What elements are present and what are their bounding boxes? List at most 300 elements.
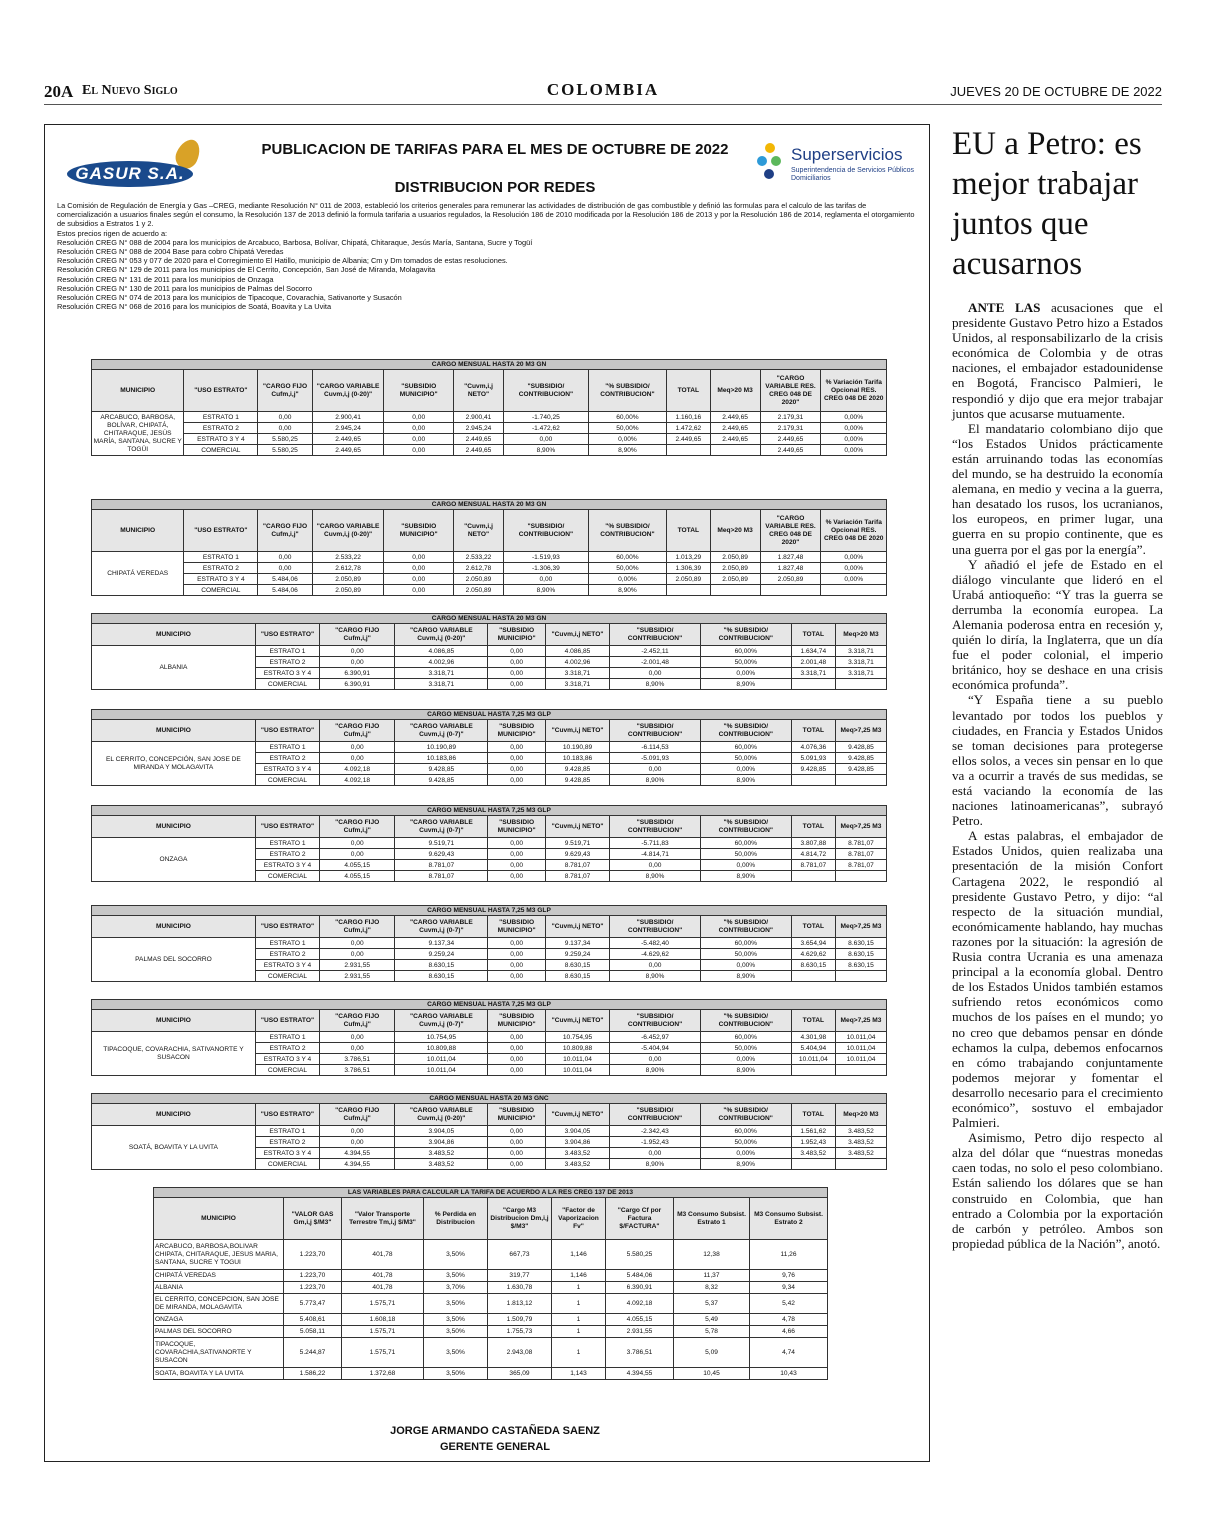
table-cell: ESTRATO 2 [255, 949, 319, 960]
table-cell: ESTRATO 2 [255, 657, 319, 668]
table-cell: 4.076,36 [791, 742, 835, 753]
table-cell: 1.634,74 [791, 646, 835, 657]
table-cell: 4,66 [750, 1326, 828, 1338]
table-cell: 5.484,06 [258, 574, 312, 585]
table-cell: 0,00 [488, 646, 546, 657]
column-header: "CARGO FIJO Cufm,i,j" [258, 370, 312, 412]
column-header: "SUBSIDIO MUNICIPIO" [488, 1010, 546, 1032]
table-cell: 60,00% [588, 552, 666, 563]
table-cell: 3,50% [424, 1326, 488, 1338]
table-cell: 0,00 [488, 1126, 546, 1137]
table-cell: 4,74 [750, 1338, 828, 1368]
table-cell: 2.612,78 [454, 563, 504, 574]
table-cell: 0,00 [488, 1065, 546, 1076]
intro-line: Resolución CREG N° 088 de 2004 para los municipios de Arcabuco, Barbosa, Bolívar, Chipatá, Chitaraque, Jesús María, Santana, Sucre y Togüí [57, 237, 533, 247]
table-row [92, 434, 887, 445]
column-header: "SUBSIDIO MUNICIPIO" [384, 510, 454, 552]
table-cell: 0,00 [320, 646, 395, 657]
municipio-cell: ALBANIA [92, 646, 256, 690]
table-cell [667, 585, 710, 596]
table-cell: 50,00% [700, 657, 791, 668]
table-cell: 0,00 [258, 412, 312, 423]
column-header: "CARGO FIJO Cufm,i,j" [320, 916, 395, 938]
table-cell: -5.482,40 [610, 938, 701, 949]
table-cell: 6.390,91 [320, 679, 395, 690]
table-cell: 10.011,04 [395, 1065, 488, 1076]
table-cell: 8.781,07 [545, 860, 609, 871]
tariff-advertisement [44, 124, 930, 1462]
table-cell: 0,00% [821, 563, 887, 574]
municipio-cell: EL CERRITO, CONCEPCIÓN, SAN JOSE DE MIRANDA Y MOLAGAVITA [92, 742, 256, 786]
column-header: M3 Consumo Subsist. Estrato 2 [750, 1198, 828, 1240]
column-header: "CARGO FIJO Cufm,i,j" [320, 624, 395, 646]
table-cell: 10.754,95 [395, 1032, 488, 1043]
table-cell: 1.827,48 [760, 552, 821, 563]
table-cell: ESTRATO 3 Y 4 [184, 574, 258, 585]
column-header: "Cuvm,i,j NETO" [545, 1010, 609, 1032]
table-cell: 0,00 [384, 434, 454, 445]
table-cell: 0,00 [488, 775, 546, 786]
table-row [154, 1338, 828, 1368]
table-cell: ESTRATO 2 [255, 849, 319, 860]
table-cell: 10.011,04 [835, 1054, 886, 1065]
table-cell: 3,50% [424, 1270, 488, 1282]
table-cell: 3.654,94 [791, 938, 835, 949]
column-header: "CARGO VARIABLE Cuvm,i,j (0-7)" [395, 816, 488, 838]
article-lead: ANTE LAS [968, 300, 1041, 315]
table-caption: CARGO MENSUAL HASTA 7,25 M3 GLP [92, 806, 887, 816]
column-header: MUNICIPIO [154, 1198, 284, 1240]
ad-intro-text [57, 201, 921, 311]
superservicios-name: Superservicios [791, 145, 903, 164]
table-cell: 2.449,65 [454, 434, 504, 445]
table-cell: ESTRATO 1 [255, 742, 319, 753]
municipio-cell: TIPACOQUE, COVARACHIA,SATIVANORTE Y SUSACON [154, 1338, 284, 1368]
ad-subtitle: DISTRIBUCION POR REDES [394, 179, 596, 196]
table-cell: 0,00 [610, 1054, 701, 1065]
table-cell [835, 679, 886, 690]
column-header: "USO ESTRATO" [184, 510, 258, 552]
table-cell [710, 585, 760, 596]
municipio-cell: SOATÁ, BOAVITA Y LA UVITA [92, 1126, 256, 1170]
column-header: MUNICIPIO [92, 510, 184, 552]
table-cell: 1.372,68 [342, 1368, 424, 1380]
table-cell: 1,146 [552, 1240, 606, 1270]
column-header: TOTAL [791, 1104, 835, 1126]
table-cell: 0,00% [821, 434, 887, 445]
table-cell: 0,00 [488, 764, 546, 775]
table-cell: 2.001,48 [791, 657, 835, 668]
column-header: "USO ESTRATO" [184, 370, 258, 412]
table-row [92, 938, 887, 949]
column-header: "Cuvm,i,j NETO" [545, 816, 609, 838]
table-row [92, 445, 887, 456]
table-cell: COMERCIAL [255, 1159, 319, 1170]
column-header: "SUBSIDIO/ CONTRIBUCION" [610, 1010, 701, 1032]
table-cell: 3.483,52 [395, 1148, 488, 1159]
table-cell: 5.058,11 [284, 1326, 342, 1338]
column-header: "Cargo M3 Distribucion Dm,i,j $/M3" [488, 1198, 552, 1240]
table-cell: 8.630,15 [395, 960, 488, 971]
table-cell: 2.612,78 [312, 563, 384, 574]
table-cell: ESTRATO 1 [255, 938, 319, 949]
table-cell: 0,00 [488, 1137, 546, 1148]
column-header: TOTAL [667, 510, 710, 552]
table-cell: 10.011,04 [545, 1065, 609, 1076]
table-cell: 2.533,22 [312, 552, 384, 563]
table-cell: 0,00% [700, 1148, 791, 1159]
table-cell: -1.952,43 [610, 1137, 701, 1148]
table-cell: 11,26 [750, 1240, 828, 1270]
table-cell: 8,90% [504, 585, 589, 596]
table-cell: 50,00% [700, 949, 791, 960]
table-cell: 1.575,71 [342, 1326, 424, 1338]
table-row [154, 1240, 828, 1270]
table-cell: 2.900,41 [454, 412, 504, 423]
municipio-cell: SOATA, BOAVITA Y LA UVITA [154, 1368, 284, 1380]
table-cell: 3,50% [424, 1294, 488, 1314]
table-cell: 0,00 [488, 849, 546, 860]
table-cell: -4.629,62 [610, 949, 701, 960]
table-cell: 4.092,18 [320, 764, 395, 775]
table-cell: 5.484,06 [606, 1270, 674, 1282]
table-cell: 4.086,85 [545, 646, 609, 657]
table-cell: 2.900,41 [312, 412, 384, 423]
table-cell: 4.629,62 [791, 949, 835, 960]
table-cell: 10.011,04 [545, 1054, 609, 1065]
table-cell: 2.449,65 [710, 412, 760, 423]
table-cell: 3,50% [424, 1314, 488, 1326]
table-cell: COMERCIAL [255, 971, 319, 982]
column-header: TOTAL [791, 720, 835, 742]
table-cell: 0,00 [488, 1159, 546, 1170]
table-cell: 3.786,51 [606, 1338, 674, 1368]
article-paragraph: A estas palabras, el embajador de Estados Unidos, quien realizaba una presentación de la misión Confort Cartagena 2022, le respondió al presidente Gustavo Petro, y dijo: “al respecto de la situación mundial, económicamente hablando, hay muchas razones por la situación: la agresión de Rusia contra Ucrania es una amenaza principal a la economía global. Dentro de los Estados Unidos también estamos sufriendo retos económicos como muchos de los países en el mundo; yo no creo que debamos pensar en dónde echamos la culpa, debemos enfocarnos en cómo trabajando conjuntamente podemos mejorar y fomentar el desarrollo necesario para el crecimiento económico”, sostuvo el embajador Palmieri. [952, 828, 1163, 1131]
intro-line: Resolución CREG N° 129 de 2011 para los municipios de El Cerrito, Concepción, San José de Miranda, Molagavita [57, 265, 436, 275]
column-header: "Cuvm,i,j NETO" [454, 370, 504, 412]
table-cell: 0,00% [700, 668, 791, 679]
table-cell: 9.428,85 [545, 775, 609, 786]
table-cell: 1,146 [552, 1270, 606, 1282]
table-cell: 2.449,65 [312, 445, 384, 456]
column-header: "SUBSIDIO MUNICIPIO" [488, 720, 546, 742]
column-header: "CARGO VARIABLE Cuvm,i,j (0-20)" [395, 624, 488, 646]
table-cell: 9.137,34 [395, 938, 488, 949]
table-cell [667, 445, 710, 456]
table-cell: 2.931,55 [606, 1326, 674, 1338]
column-header: MUNICIPIO [92, 720, 256, 742]
table-cell: 0,00 [488, 871, 546, 882]
article-paragraph [952, 300, 1163, 421]
table-cell: 1.472,62 [667, 423, 710, 434]
table-cell: 0,00 [610, 860, 701, 871]
table-cell: 8,90% [700, 1065, 791, 1076]
table-cell: 365,09 [488, 1368, 552, 1380]
table-row [92, 646, 887, 657]
table-cell: 2.050,89 [454, 585, 504, 596]
table-cell: 6.390,91 [606, 1282, 674, 1294]
table-cell: 6.390,91 [320, 668, 395, 679]
table-cell: 8.630,15 [835, 949, 886, 960]
table-cell: -6.452,97 [610, 1032, 701, 1043]
table-cell: 0,00 [258, 563, 312, 574]
table-cell: 2.050,89 [312, 574, 384, 585]
table-cell: 60,00% [700, 646, 791, 657]
table-cell: 8.781,07 [835, 860, 886, 871]
column-header: "USO ESTRATO" [255, 624, 319, 646]
table-cell: 0,00 [488, 657, 546, 668]
column-header: "SUBSIDIO MUNICIPIO" [488, 816, 546, 838]
column-header: "% SUBSIDIO/ CONTRIBUCION" [700, 720, 791, 742]
table-cell: 8.630,15 [545, 960, 609, 971]
table-cell: 3,50% [424, 1240, 488, 1270]
column-header: "% SUBSIDIO/ CONTRIBUCION" [700, 624, 791, 646]
table-cell: 50,00% [700, 849, 791, 860]
municipio-cell: PALMAS DEL SOCORRO [154, 1326, 284, 1338]
column-header: "USO ESTRATO" [255, 816, 319, 838]
column-header: M3 Consumo Subsist. Estrato 1 [674, 1198, 750, 1240]
table-cell: 8.630,15 [395, 971, 488, 982]
table-cell: 3.904,05 [395, 1126, 488, 1137]
table-cell: 0,00 [488, 838, 546, 849]
gasur-logo-text: GASUR S.A. [67, 161, 193, 187]
column-header: TOTAL [791, 816, 835, 838]
table-cell: 0,00 [320, 949, 395, 960]
table-row [154, 1368, 828, 1380]
table-cell: 4.301,98 [791, 1032, 835, 1043]
table-cell: 8,90% [610, 775, 701, 786]
table-cell: 0,00 [488, 1032, 546, 1043]
table-cell: ESTRATO 3 Y 4 [255, 1148, 319, 1159]
table-cell: 50,00% [588, 563, 666, 574]
article-headline: EU a Petro: es mejor trabajar juntos que acusarnos [952, 126, 1142, 282]
issue-date: JUEVES 20 DE OCTUBRE DE 2022 [950, 84, 1162, 99]
tariff-table [91, 613, 887, 690]
table-cell: 1 [552, 1282, 606, 1294]
table-cell: 5.408,61 [284, 1314, 342, 1326]
municipio-cell: ONZAGA [154, 1314, 284, 1326]
table-cell: 1 [552, 1294, 606, 1314]
table-cell: 1.223,70 [284, 1240, 342, 1270]
table-row [92, 552, 887, 563]
table-cell: 8,90% [588, 585, 666, 596]
table-cell: 0,00 [488, 1043, 546, 1054]
table-cell: 401,78 [342, 1282, 424, 1294]
table-cell: 1.586,22 [284, 1368, 342, 1380]
table-cell: 3.318,71 [835, 646, 886, 657]
table-cell: 0,00 [504, 574, 589, 585]
table-cell: 60,00% [588, 412, 666, 423]
column-header: "CARGO FIJO Cufm,i,j" [320, 1010, 395, 1032]
table-cell: 5,78 [674, 1326, 750, 1338]
table-cell: 8,90% [700, 1159, 791, 1170]
municipio-cell: TIPACOQUE, COVARACHIA, SATIVANORTE Y SUSACON [92, 1032, 256, 1076]
table-cell: 2.449,65 [312, 434, 384, 445]
table-cell: 5.580,25 [258, 434, 312, 445]
table-cell: 0,00% [821, 574, 887, 585]
table-cell: 5.484,06 [258, 585, 312, 596]
table-row [154, 1314, 828, 1326]
table-cell: 0,00 [320, 1126, 395, 1137]
table-cell: 1.952,43 [791, 1137, 835, 1148]
table-cell: -1.306,39 [504, 563, 589, 574]
table-cell: 0,00 [320, 1032, 395, 1043]
table-cell: ESTRATO 3 Y 4 [255, 960, 319, 971]
table-cell: 3.483,52 [835, 1126, 886, 1137]
intro-line: Resolución CREG N° 074 de 2013 para los municipios de Tipacoque, Covarachia, Sativanorte y Susacón [57, 293, 402, 303]
table-caption: CARGO MENSUAL HASTA 7,25 M3 GLP [92, 710, 887, 720]
column-header: "SUBSIDIO MUNICIPIO" [488, 1104, 546, 1126]
table-cell: 2.943,08 [488, 1338, 552, 1368]
intro-line: Resolución CREG N° 130 de 2011 para los municipios de Palmas del Socorro [57, 283, 313, 293]
table-cell: ESTRATO 3 Y 4 [184, 434, 258, 445]
column-header: "USO ESTRATO" [255, 1010, 319, 1032]
table-cell: 0,00 [384, 563, 454, 574]
table-cell: 0,00% [588, 434, 666, 445]
table-cell: 3.904,86 [545, 1137, 609, 1148]
ad-title: PUBLICACION DE TARIFAS PARA EL MES DE OCTUBRE DE 2022 [261, 141, 729, 158]
table-cell: 9.428,85 [791, 764, 835, 775]
table-cell: 3,70% [424, 1282, 488, 1294]
table-cell: ESTRATO 2 [184, 423, 258, 434]
table-cell: 2.449,65 [454, 445, 504, 456]
column-header: "% SUBSIDIO/ CONTRIBUCION" [700, 816, 791, 838]
table-cell: 3.483,52 [835, 1137, 886, 1148]
table-cell: 8.630,15 [545, 971, 609, 982]
table-cell: 8.781,07 [835, 849, 886, 860]
table-cell: 0,00% [821, 412, 887, 423]
column-header: "CARGO FIJO Cufm,i,j" [258, 510, 312, 552]
tariff-table [91, 999, 887, 1076]
table-cell: 319,77 [488, 1270, 552, 1282]
column-header: "SUBSIDIO/ CONTRIBUCION" [610, 624, 701, 646]
column-header: % Variación Tarifa Opcional RES. CREG 048 DE 2020 [821, 370, 887, 412]
table-cell: 2.931,55 [320, 971, 395, 982]
column-header: "CARGO VARIABLE Cuvm,i,j (0-20)" [395, 1104, 488, 1126]
tariff-table [91, 905, 887, 982]
table-caption: CARGO MENSUAL HASTA 7,25 M3 GLP [92, 906, 887, 916]
table-cell: 1.575,71 [342, 1294, 424, 1314]
column-header: "CARGO FIJO Cufm,i,j" [320, 1104, 395, 1126]
table-cell: 1.827,48 [760, 563, 821, 574]
intro-line: Resolución CREG N° 068 de 2016 para los municipios de Soatá, Boavita y La Uvita [57, 302, 332, 312]
page-header [44, 80, 1162, 106]
table-cell: 3,50% [424, 1338, 488, 1368]
table-cell: 5.580,25 [258, 445, 312, 456]
table-cell: 8,90% [504, 445, 589, 456]
table-cell: -2.342,43 [610, 1126, 701, 1137]
table-cell: 3.904,86 [395, 1137, 488, 1148]
column-header: MUNICIPIO [92, 1010, 256, 1032]
table-cell: 9.428,85 [835, 753, 886, 764]
column-header: "SUBSIDIO MUNICIPIO" [488, 916, 546, 938]
intro-line: Resolución CREG N° 131 de 2011 para los municipios de Onzaga [57, 274, 274, 284]
table-cell: 1.306,39 [667, 563, 710, 574]
column-header: Meq>7,25 M3 [835, 916, 886, 938]
table-cell: 0,00% [700, 860, 791, 871]
header-rule [44, 104, 1162, 105]
column-header: Meq>7,25 M3 [835, 1010, 886, 1032]
table-cell: 9,76 [750, 1270, 828, 1282]
table-cell: 2.050,89 [710, 574, 760, 585]
table-cell: 8,90% [700, 871, 791, 882]
column-header: "CARGO VARIABLE Cuvm,i,j (0-20)" [312, 510, 384, 552]
column-header: "Factor de Vaporizacion Fv" [552, 1198, 606, 1240]
column-header: "CARGO VARIABLE Cuvm,i,j (0-7)" [395, 720, 488, 742]
table-cell: 9.428,85 [395, 764, 488, 775]
table-cell: 8,90% [610, 1159, 701, 1170]
intro-line: Resolución CREG N° 053 y 077 de 2020 para el Corregimiento El Hatillo, municipio de Albania; Cm y Dm tomados de estas resoluciones. [57, 256, 508, 266]
table-cell: 1 [552, 1338, 606, 1368]
table-cell: 9.428,85 [835, 742, 886, 753]
column-header: "% SUBSIDIO/ CONTRIBUCION" [700, 1010, 791, 1032]
table-cell: 8,90% [610, 871, 701, 882]
table-cell: -2.001,48 [610, 657, 701, 668]
table-cell: 3.483,52 [835, 1148, 886, 1159]
news-article [952, 124, 1163, 1251]
municipio-cell: PALMAS DEL SOCORRO [92, 938, 256, 982]
table-caption: CARGO MENSUAL HASTA 20 M3 GN [92, 360, 887, 370]
table-cell: 10.011,04 [835, 1032, 886, 1043]
column-header: "CARGO VARIABLE Cuvm,i,j (0-7)" [395, 916, 488, 938]
table-cell: 8.630,15 [835, 960, 886, 971]
table-cell: -2.452,11 [610, 646, 701, 657]
table-cell: 0,00 [610, 668, 701, 679]
table-cell: 0,00 [488, 753, 546, 764]
column-header: "Cuvm,i,j NETO" [545, 624, 609, 646]
table-cell: 9.259,24 [545, 949, 609, 960]
table-row [154, 1294, 828, 1314]
column-header: "Cargo Cf por Factura $/FACTURA" [606, 1198, 674, 1240]
column-header: "CARGO VARIABLE RES. CREG 048 DE 2020" [760, 510, 821, 552]
table-cell: 11,37 [674, 1270, 750, 1282]
column-header: Meq>7,25 M3 [835, 720, 886, 742]
column-header: Meq>20 M3 [710, 510, 760, 552]
column-header: "USO ESTRATO" [255, 720, 319, 742]
table-cell: 0,00 [488, 742, 546, 753]
table-caption: CARGO MENSUAL HASTA 20 M3 GN [92, 500, 887, 510]
table-cell: 8,90% [610, 1065, 701, 1076]
table-cell: 60,00% [700, 938, 791, 949]
table-cell: 0,00 [504, 434, 589, 445]
table-row [92, 1032, 887, 1043]
table-cell: 4.394,55 [606, 1368, 674, 1380]
column-header: % Perdida en Distribucion [424, 1198, 488, 1240]
table-cell: 4.092,18 [606, 1294, 674, 1314]
intro-line: Estos precios rigen de acuerdo a: [57, 228, 168, 238]
table-cell: 2.533,22 [454, 552, 504, 563]
table-cell: 1.223,70 [284, 1282, 342, 1294]
table-cell: 1.608,18 [342, 1314, 424, 1326]
table-cell: COMERCIAL [255, 679, 319, 690]
column-header: Meq>20 M3 [835, 624, 886, 646]
table-cell: 9.629,43 [545, 849, 609, 860]
table-cell: 4.092,18 [320, 775, 395, 786]
table-cell: 12,38 [674, 1240, 750, 1270]
column-header: "Cuvm,i,j NETO" [454, 510, 504, 552]
table-cell: 10.190,89 [545, 742, 609, 753]
table-cell: 2.945,24 [312, 423, 384, 434]
table-cell: 8,32 [674, 1282, 750, 1294]
table-cell: 1.013,29 [667, 552, 710, 563]
table-cell [835, 1159, 886, 1170]
intro-line: Resolución CREG N° 088 de 2004 Base para cobro Chipatá Veredas [57, 247, 284, 257]
table-cell: COMERCIAL [184, 445, 258, 456]
table-cell: ESTRATO 3 Y 4 [255, 668, 319, 679]
column-header: "USO ESTRATO" [255, 1104, 319, 1126]
tariff-table [91, 359, 887, 456]
column-header: "SUBSIDIO/ CONTRIBUCION" [610, 816, 701, 838]
